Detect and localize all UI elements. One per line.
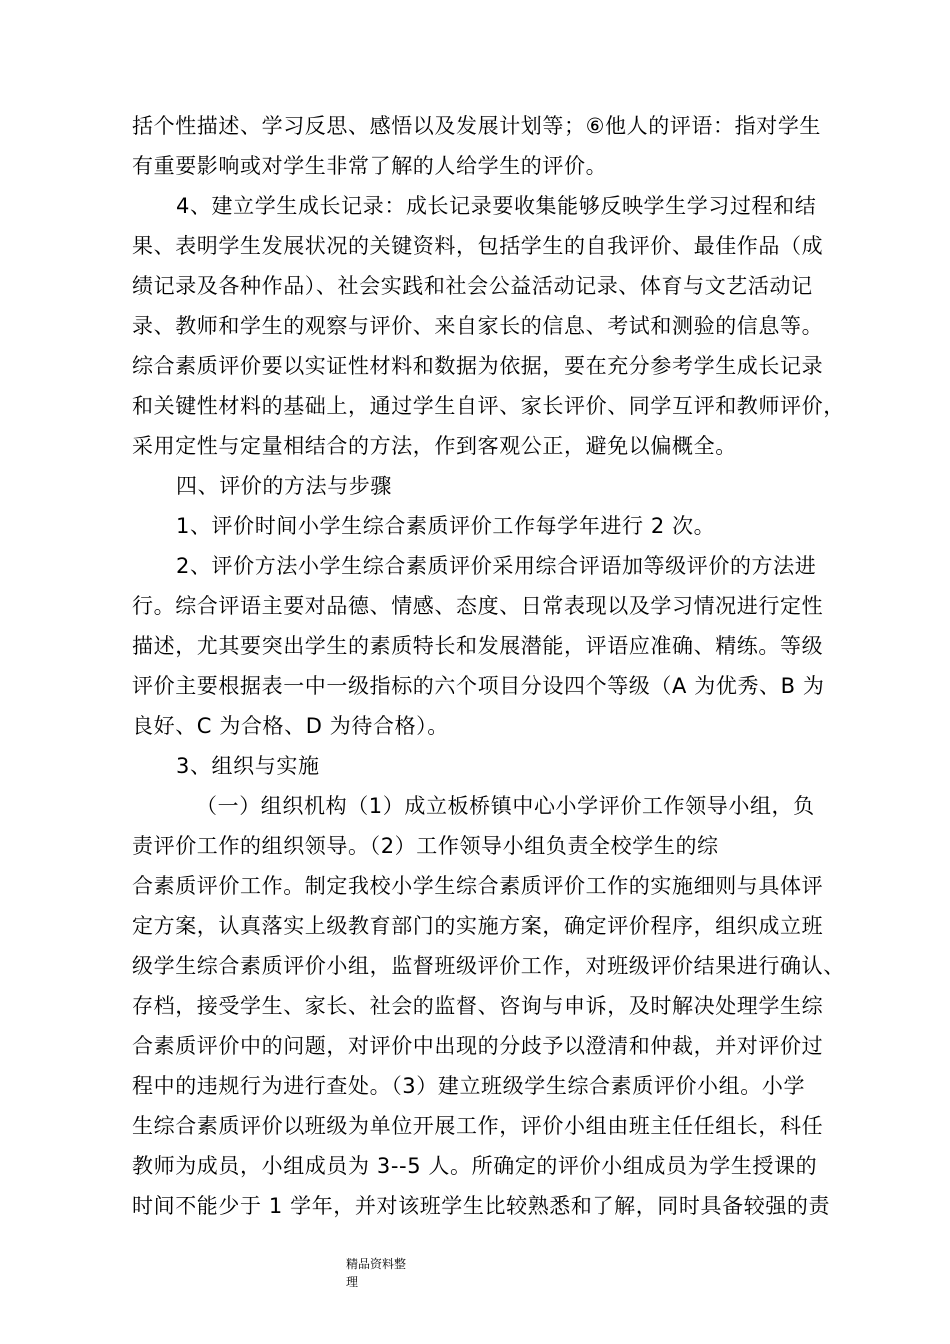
body-text-line: 1、评价时间小学生综合素质评价工作每学年进行 2 次。 bbox=[176, 514, 716, 538]
body-text-line: （一）组织机构（1）成立板桥镇中心小学评价工作领导小组，负 bbox=[196, 794, 815, 818]
body-text-line: 合素质评价中的问题，对评价中出现的分歧予以澄清和仲裁，并对评价过 bbox=[132, 1034, 824, 1058]
body-text-line: 责评价工作的组织领导。（2）工作领导小组负责全校学生的综 bbox=[132, 834, 719, 858]
body-text-line: 定方案，认真落实上级教育部门的实施方案，确定评价程序，组织成立班 bbox=[132, 914, 824, 938]
body-text-line: 4、建立学生成长记录：成长记录要收集能够反映学生学习过程和结 bbox=[176, 194, 817, 218]
section-heading: 3、组织与实施 bbox=[176, 754, 320, 778]
body-text-line: 综合素质评价要以实证性材料和数据为依据，要在充分参考学生成长记录 bbox=[132, 354, 824, 378]
body-text-line: 存档，接受学生、家长、社会的监督、咨询与申诉，及时解决处理学生综 bbox=[132, 994, 824, 1018]
body-text-line: 果、表明学生发展状况的关键资料，包括学生的自我评价、最佳作品（成 bbox=[132, 234, 824, 258]
body-text-line: 括个性描述、学习反思、感悟以及发展计划等；⑥他人的评语：指对学生 bbox=[132, 114, 822, 138]
body-text-line: 行。综合评语主要对品德、情感、态度、日常表现以及学习情况进行定性 bbox=[132, 594, 824, 618]
body-text-line: 评价主要根据表一中一级指标的六个项目分设四个等级（A 为优秀、B 为 bbox=[132, 674, 825, 698]
body-text-line: 合素质评价工作。制定我校小学生综合素质评价工作的实施细则与具体评 bbox=[132, 874, 824, 898]
footer-text: 理 bbox=[346, 1275, 359, 1289]
body-text-line: 良好、C 为合格、D 为待合格）。 bbox=[132, 714, 449, 738]
body-text-line: 绩记录及各种作品）、社会实践和社会公益活动记录、体育与文艺活动记 bbox=[132, 274, 813, 298]
body-text-line: 2、评价方法小学生综合素质评价采用综合评语加等级评价的方法进 bbox=[176, 554, 817, 578]
body-text-line: 时间不能少于 1 学年，并对该班学生比较熟悉和了解，同时具备较强的责 bbox=[132, 1194, 831, 1218]
section-heading: 四、评价的方法与步骤 bbox=[176, 474, 392, 498]
body-text-line: 程中的违规行为进行查处。（3）建立班级学生综合素质评价小组。小学 bbox=[132, 1074, 806, 1098]
body-text-line: 教师为成员，小组成员为 3--5 人。所确定的评价小组成员为学生授课的 bbox=[132, 1154, 818, 1178]
body-text-line: 和关键性材料的基础上，通过学生自评、家长评价、同学互评和教师评价， bbox=[132, 394, 845, 418]
body-text-line: 采用定性与定量相结合的方法，作到客观公正，避免以偏概全。 bbox=[132, 434, 737, 458]
body-text-line: 生综合素质评价以班级为单位开展工作，评价小组由班主任任组长，科任 bbox=[132, 1114, 824, 1138]
body-text-line: 级学生综合素质评价小组，监督班级评价工作，对班级评价结果进行确认、 bbox=[132, 954, 845, 978]
body-text-line: 有重要影响或对学生非常了解的人给学生的评价。 bbox=[132, 154, 608, 178]
body-text-line: 录、教师和学生的观察与评价、来自家长的信息、考试和测验的信息等。 bbox=[132, 314, 824, 338]
footer-text: 精品资料整 bbox=[346, 1257, 407, 1271]
body-text-line: 描述，尤其要突出学生的素质特长和发展潜能，评语应准确、精练。等级 bbox=[132, 634, 824, 658]
